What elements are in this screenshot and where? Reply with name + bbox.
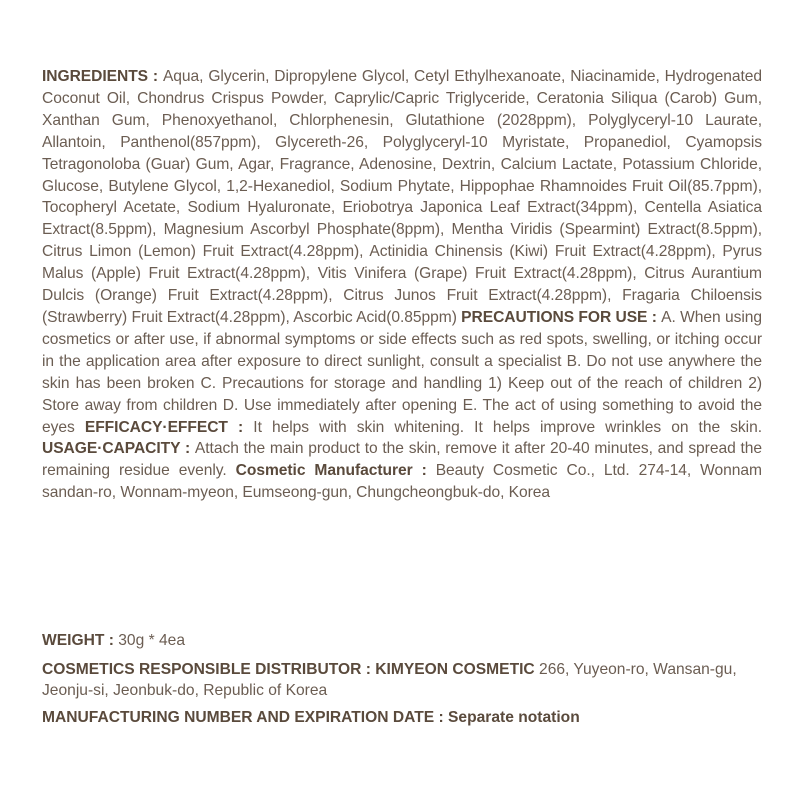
distributor-label: COSMETICS RESPONSIBLE DISTRIBUTOR — [42, 661, 362, 678]
efficacy-separator: : — [227, 418, 254, 436]
manufacturer-label: Cosmetic Manufacturer — [235, 462, 413, 480]
manufacturing-line — [42, 707, 762, 728]
weight-line — [42, 630, 762, 651]
product-info-block — [42, 66, 762, 504]
manufacturer-separator: : — [412, 462, 436, 480]
manufacturing-separator: : — [434, 709, 449, 726]
footer-info-block — [42, 630, 762, 736]
product-info-paragraph — [42, 66, 762, 504]
distributor-line — [42, 659, 762, 701]
ingredients-separator: : — [148, 68, 163, 85]
distributor-separator: : — [361, 661, 376, 678]
ingredients-label: INGREDIENTS — [42, 68, 149, 85]
weight-label: WEIGHT — [42, 632, 105, 649]
precautions-separator: : — [647, 308, 662, 326]
distributor-address: 266, Yuyeon-ro, Wansan-gu, Jeonju-si, Jeonbuk-do, Republic of Korea — [42, 661, 737, 699]
precautions-text: A. When using cosmetics or after use, if abnormal symptoms or side effects such as red spots, swelling, or itching occur in the application area after exposure to direct sunlight, consult a specialist B. Do not use anywhere the skin has been broken C. Precautions for storage and handling 1) Keep out of the reach of children 2) Store away from children D. Use immediately after opening E. The act of using something to avoid the eyes — [42, 308, 762, 436]
manufacturing-value: Separate notation — [448, 709, 580, 726]
ingredients-text: Aqua, Glycerin, Dipropylene Glycol, Cetyl Ethylhexanoate, Niacinamide, Hydrogenated Coconut Oil, Chondrus Crispus Powder, Caprylic/Capric Triglyceride, Ceratonia Siliqua (Carob) Gum, Xanthan Gum, Phenoxyethanol, Chlorphenesin, Glutathione (2028ppm), Polyglyceryl-10 Laurate, Allantoin, Panthenol(857ppm), Glycereth-26, Polyglyceryl-10 Myristate, Propanediol, Cyamopsis Tetragonoloba (Guar) Gum, Agar, Fragrance, Adenosine, Dextrin, Calcium Lactate, Potassium Chloride, Glucose, Butylene Glycol, 1,2-Hexanediol, Sodium Phytate, Hippophae Rhamnoides Fruit Oil(85.7ppm), Tocopheryl Acetate, Sodium Hyaluronate, Eriobotrya Japonica Leaf Extract(34ppm), Centella Asiatica Extract(8.5ppm), Magnesium Ascorbyl Phosphate(8ppm), Mentha Viridis (Spearmint) Extract(8.5ppm), Citrus Limon (Lemon) Fruit Extract(4.28ppm), Actinidia Chinensis (Kiwi) Fruit Extract(4.28ppm), Pyrus Malus (Apple) Fruit Extract(4.28ppm), Vitis Vinifera (Grape) Fruit Extract(4.28ppm), Citrus Aurantium Dulcis (Orange) Fruit Extract(4.28ppm), Citrus Junos Fruit Extract(4.28ppm), Fragaria Chiloensis (Strawberry) Fruit Extract(4.28ppm), Ascorbic Acid(0.85ppm) — [42, 68, 762, 326]
manufacturer-text: Beauty Cosmetic Co., Ltd. 274-14, Wonnam sandan-ro, Wonnam-myeon, Eumseong-gun, Chungcheongbuk-do, Korea — [42, 462, 762, 502]
efficacy-text: It helps with skin whitening. It helps improve wrinkles on the skin. — [253, 418, 762, 436]
usage-text: Attach the main product to the skin, remove it after 20-40 minutes, and spread the remaining residue evenly. — [42, 440, 762, 480]
usage-separator: : — [180, 440, 195, 458]
usage-label: USAGE·CAPACITY — [42, 440, 181, 458]
manufacturing-label: MANUFACTURING NUMBER AND EXPIRATION DATE — [42, 709, 435, 726]
efficacy-label: EFFICACY·EFFECT — [84, 418, 228, 436]
distributor-name: KIMYEON COSMETIC — [375, 661, 535, 678]
weight-value: 30g * 4ea — [118, 632, 186, 649]
weight-separator: : — [104, 632, 119, 649]
precautions-label: PRECAUTIONS FOR USE — [461, 308, 648, 326]
